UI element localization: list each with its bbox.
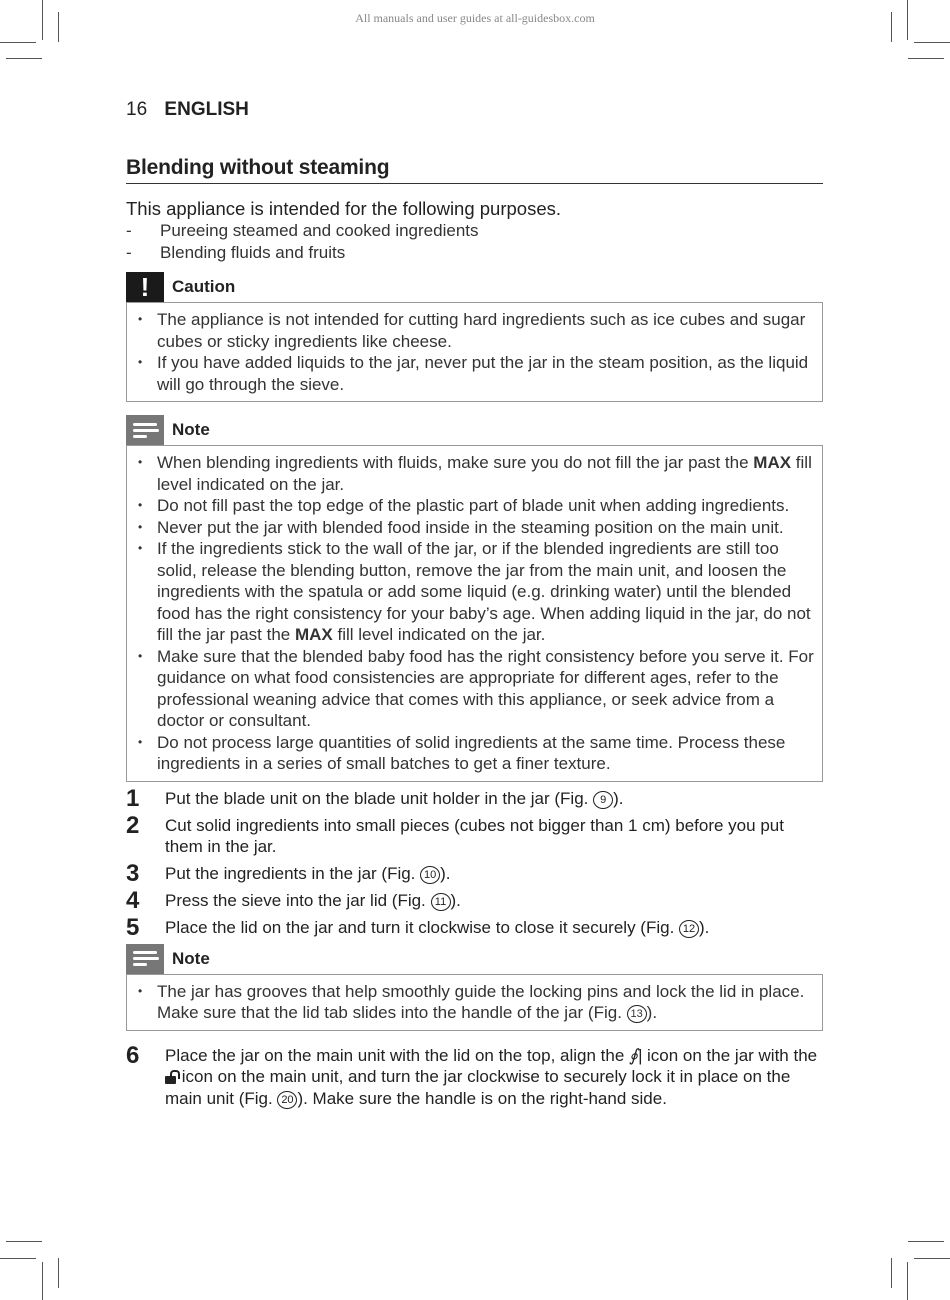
note-icon [126,415,164,445]
caution-box [126,302,823,402]
figure-ref: 11 [431,893,451,911]
step-item: 6 Place the jar on the main unit with the lid on the top, align the ∮| icon on the jar with the icon on the main unit, and turn the jar clockwise to securely lock it in place on the main unit (Fig. 20 ). Make sure the handle is on the right-hand side. [126,1041,818,1108]
list-item: - Blending fluids and fruits [126,242,823,264]
caution-header [126,272,823,302]
figure-ref: 20 [277,1091,297,1109]
figure-ref: 9 [593,791,613,809]
crop-mark [58,1258,59,1288]
step-item: 2 Cut solid ingredients into small pieces (cubes not bigger than 1 cm) before you put them in the jar. [126,811,784,856]
exclamation-icon: ! [126,272,164,302]
figure-ref: 12 [679,920,699,938]
page-number: 16 [126,99,148,120]
list-item: - Pureeing steamed and cooked ingredients [126,220,823,242]
crop-mark [908,58,944,59]
crop-mark [6,58,42,59]
caution-label: Caution [172,277,236,296]
crop-mark [914,1258,950,1259]
unlock-icon [165,1070,177,1084]
list-item: • If you have added liquids to the jar, never put the jar in the steam position, as the liquid will go through the sieve. [135,352,814,395]
figure-ref: 10 [420,866,440,884]
crop-mark [908,1241,944,1242]
section-title: Blending without steaming [126,156,823,184]
step-item: 3 Put the ingredients in the jar (Fig. 10 ). [126,859,451,887]
note-icon [126,944,164,974]
list-item: • When blending ingredients with fluids, make sure you do not fill the jar past the MAX fill level indicated on the jar. [135,452,814,495]
crop-mark [907,1262,908,1300]
note-box [126,974,823,1031]
jar-align-icon: ∮| [629,1045,643,1065]
purpose-list [126,220,823,264]
page-header [126,99,249,121]
list-item: • If the ingredients stick to the wall of the jar, or if the blended ingredients are still too solid, release the blending button, remove the jar from the main unit, and loosen the ingredients with the spatula or add some liquid (e.g. drinking water) until the blended food has the right consistency for your baby’s age. When adding liquid in the jar, do not fill the jar past the MAX fill level indicated on the jar. [135,538,814,646]
list-item: • The appliance is not intended for cutting hard ingredients such as ice cubes and sugar cubes or sticky ingredients like cheese. [135,309,814,352]
watermark: All manuals and user guides at all-guidesbox.com [355,11,595,25]
crop-mark [0,1258,36,1259]
crop-mark [6,1241,42,1242]
crop-mark [891,1258,892,1288]
list-item: • The jar has grooves that help smoothly guide the locking pins and lock the lid in place. Make sure that the lid tab slides into the handle of the jar (Fig. 13 ). [135,981,814,1024]
step-item: 5 Place the lid on the jar and turn it clockwise to close it securely (Fig. 12 ). [126,913,710,941]
note-label: Note [172,948,210,968]
page-content [126,156,823,1114]
note-label: Note [172,420,210,439]
list-item: • Make sure that the blended baby food has the right consistency before you serve it. For guidance on what food consistencies are appropriate for different ages, refer to the professional weaning advice that comes with this appliance, or seek advice from a doctor or consultant. [135,646,814,732]
step-item: 1 Put the blade unit on the blade unit holder in the jar (Fig. 9 ). [126,784,624,812]
intro-text: This appliance is intended for the following purposes. [126,198,562,219]
step-item: 4 Press the sieve into the jar lid (Fig. 11 ). [126,886,461,914]
list-item: • Never put the jar with blended food inside in the steaming position on the main unit. [135,517,814,539]
crop-mark [0,42,36,43]
language-label: ENGLISH [164,99,249,120]
crop-mark [914,42,950,43]
list-item: • Do not process large quantities of solid ingredients at the same time. Process these ingredients in a series of small batches to get a finer texture. [135,732,814,775]
crop-mark [42,1262,43,1300]
note-header [126,944,823,974]
figure-ref: 13 [627,1005,647,1023]
note-box [126,445,823,782]
note-header [126,415,823,445]
list-item: • Do not fill past the top edge of the plastic part of blade unit when adding ingredients. [135,495,814,517]
steps-list [126,784,823,941]
